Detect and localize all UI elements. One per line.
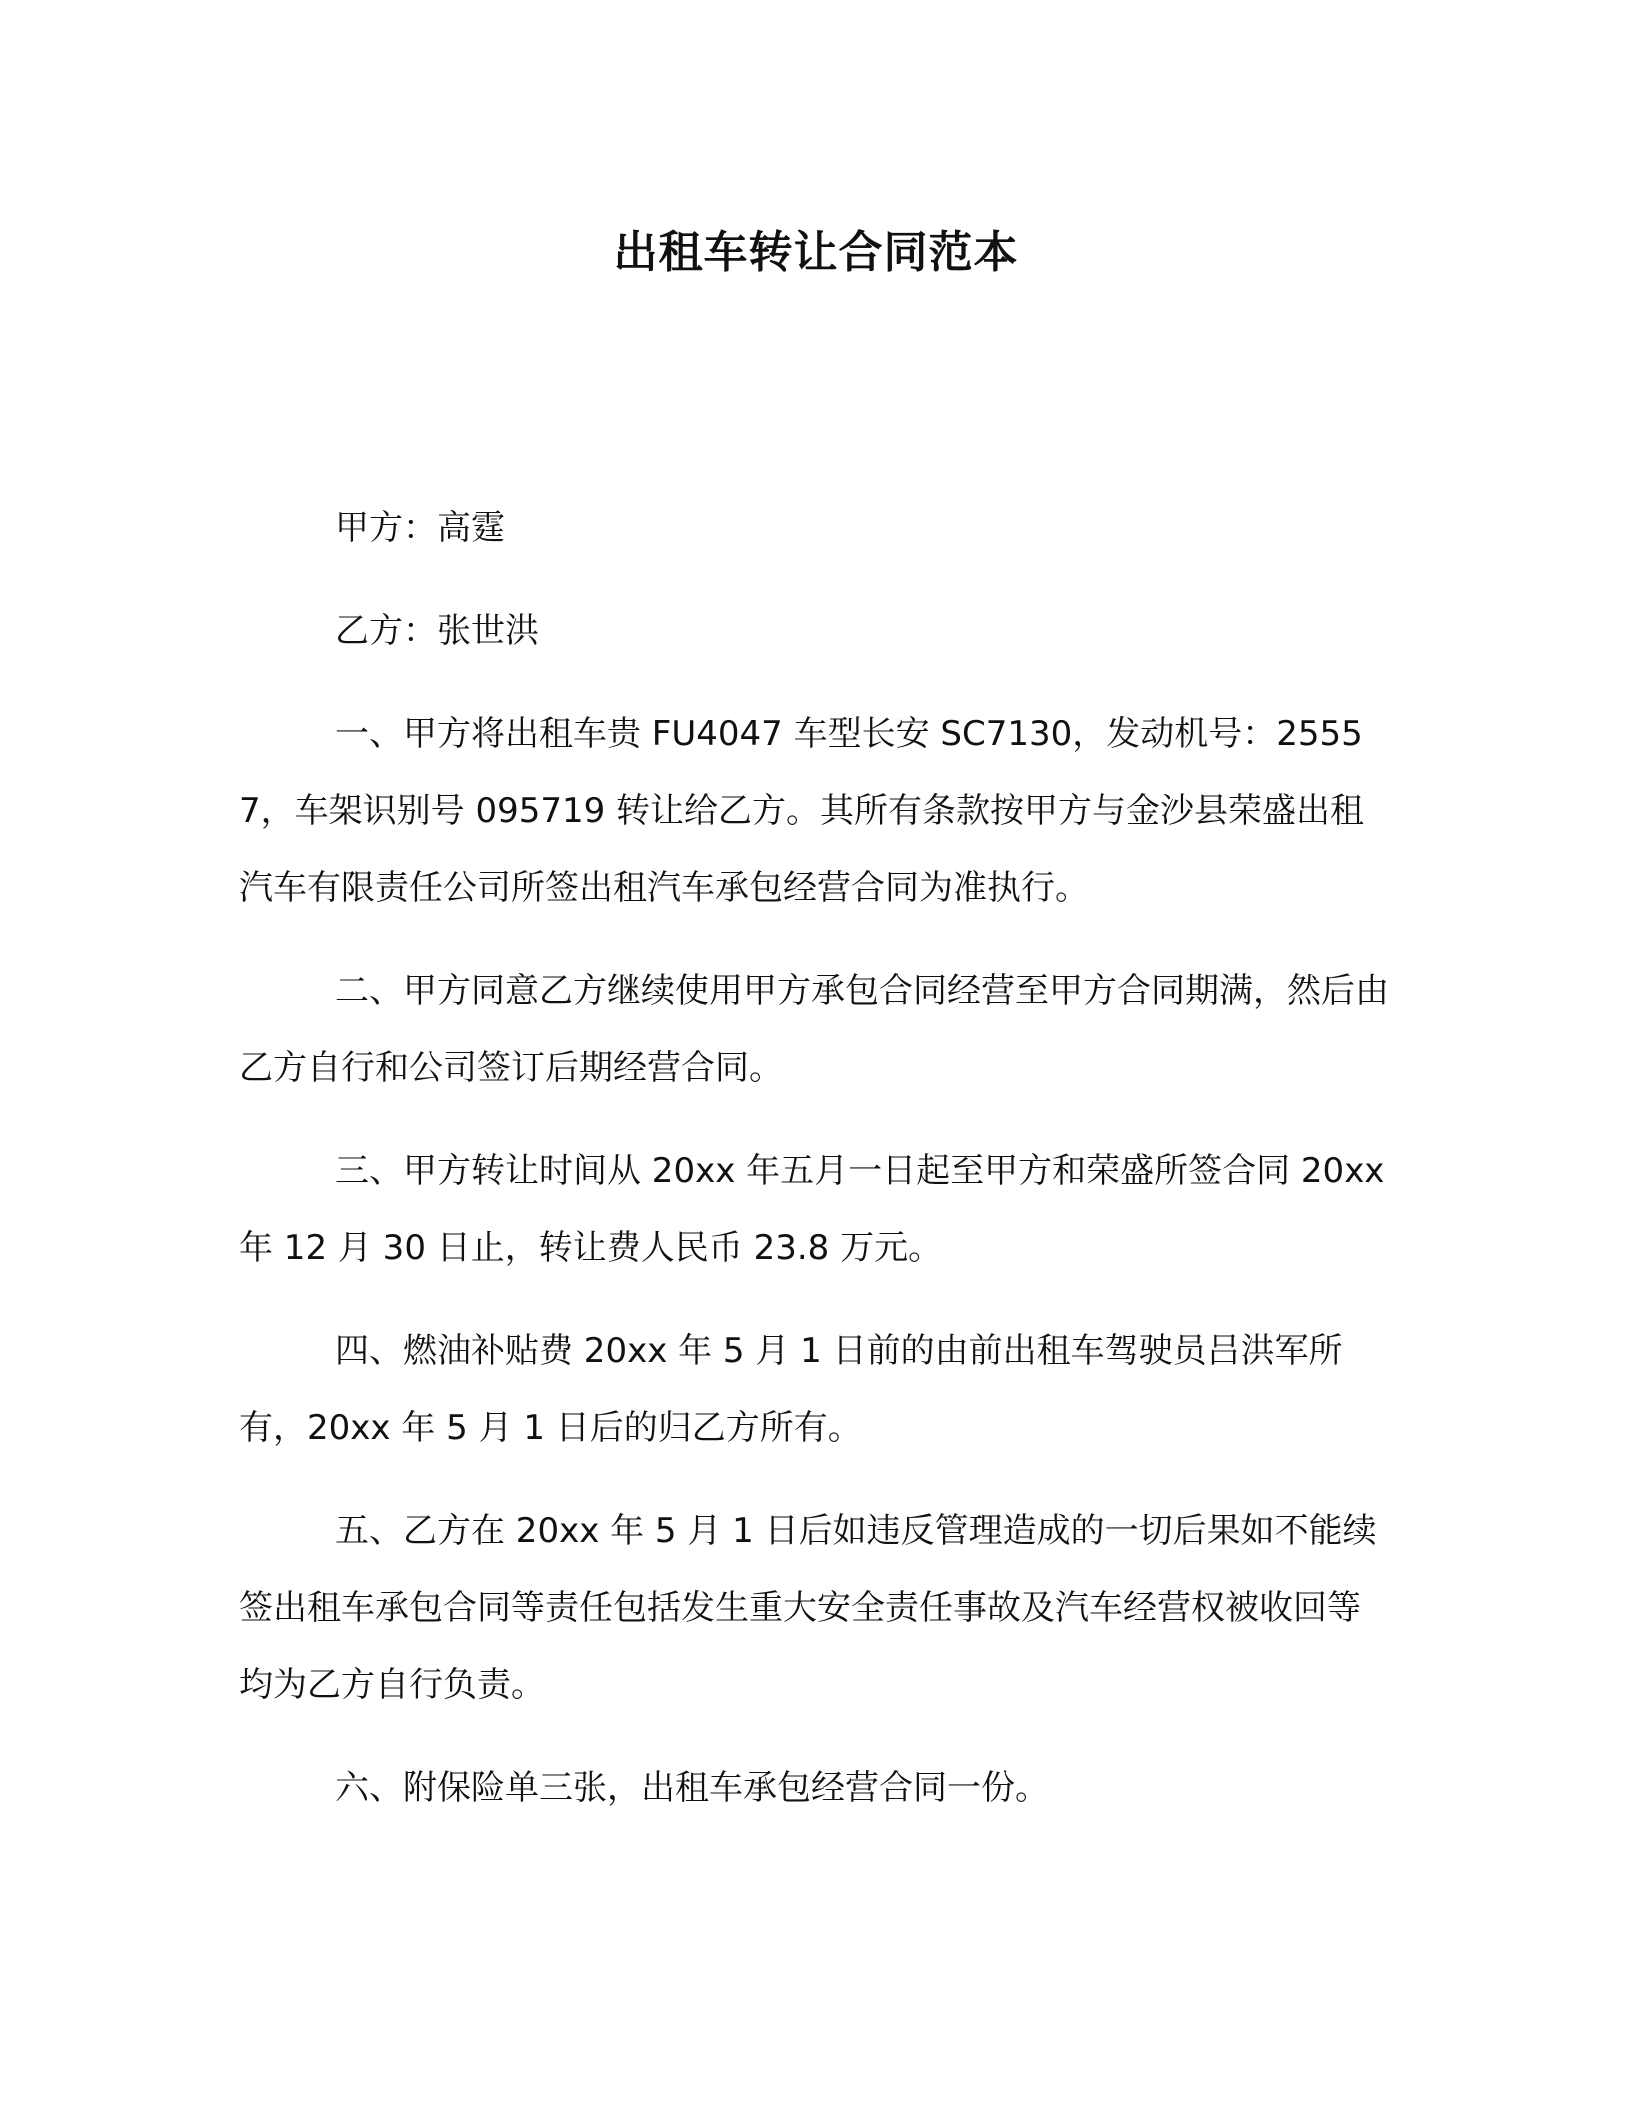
clause-6: 六、附保险单三张，出租车承包经营合同一份。 [335,1768,1049,1808]
document-body [239,490,1389,1853]
clause-1: 一、甲方将出租车贵 FU4047 车型长安 SC7130，发动机号：25557，车架识别号 095719 转让给乙方。其所有条款按甲方与金沙县荣盛出租汽车有限责任公司所签出租汽车承包经营合同为准执行。 [239,714,1365,908]
clause-2: 二、甲方同意乙方继续使用甲方承包合同经营至甲方合同期满，然后由乙方自行和公司签订后期经营合同。 [239,971,1389,1088]
document-title: 出租车转让合同范本 [613,227,1019,278]
clause-4: 四、燃油补贴费 20xx 年 5 月 1 日前的由前出租车驾驶员吕洪军所有，20xx 年 5 月 1 日后的归乙方所有。 [239,1331,1343,1448]
party-a: 甲方：高霆 [335,508,505,548]
party-b: 乙方：张世洪 [335,611,539,651]
clause-3: 三、甲方转让时间从 20xx 年五月一日起至甲方和荣盛所签合同 20xx 年 12 月 30 日止，转让费人民币 23.8 万元。 [239,1151,1385,1268]
clause-5: 五、乙方在 20xx 年 5 月 1 日后如违反管理造成的一切后果如不能续签出租车承包合同等责任包括发生重大安全责任事故及汽车经营权被收回等均为乙方自行负责。 [239,1511,1377,1705]
